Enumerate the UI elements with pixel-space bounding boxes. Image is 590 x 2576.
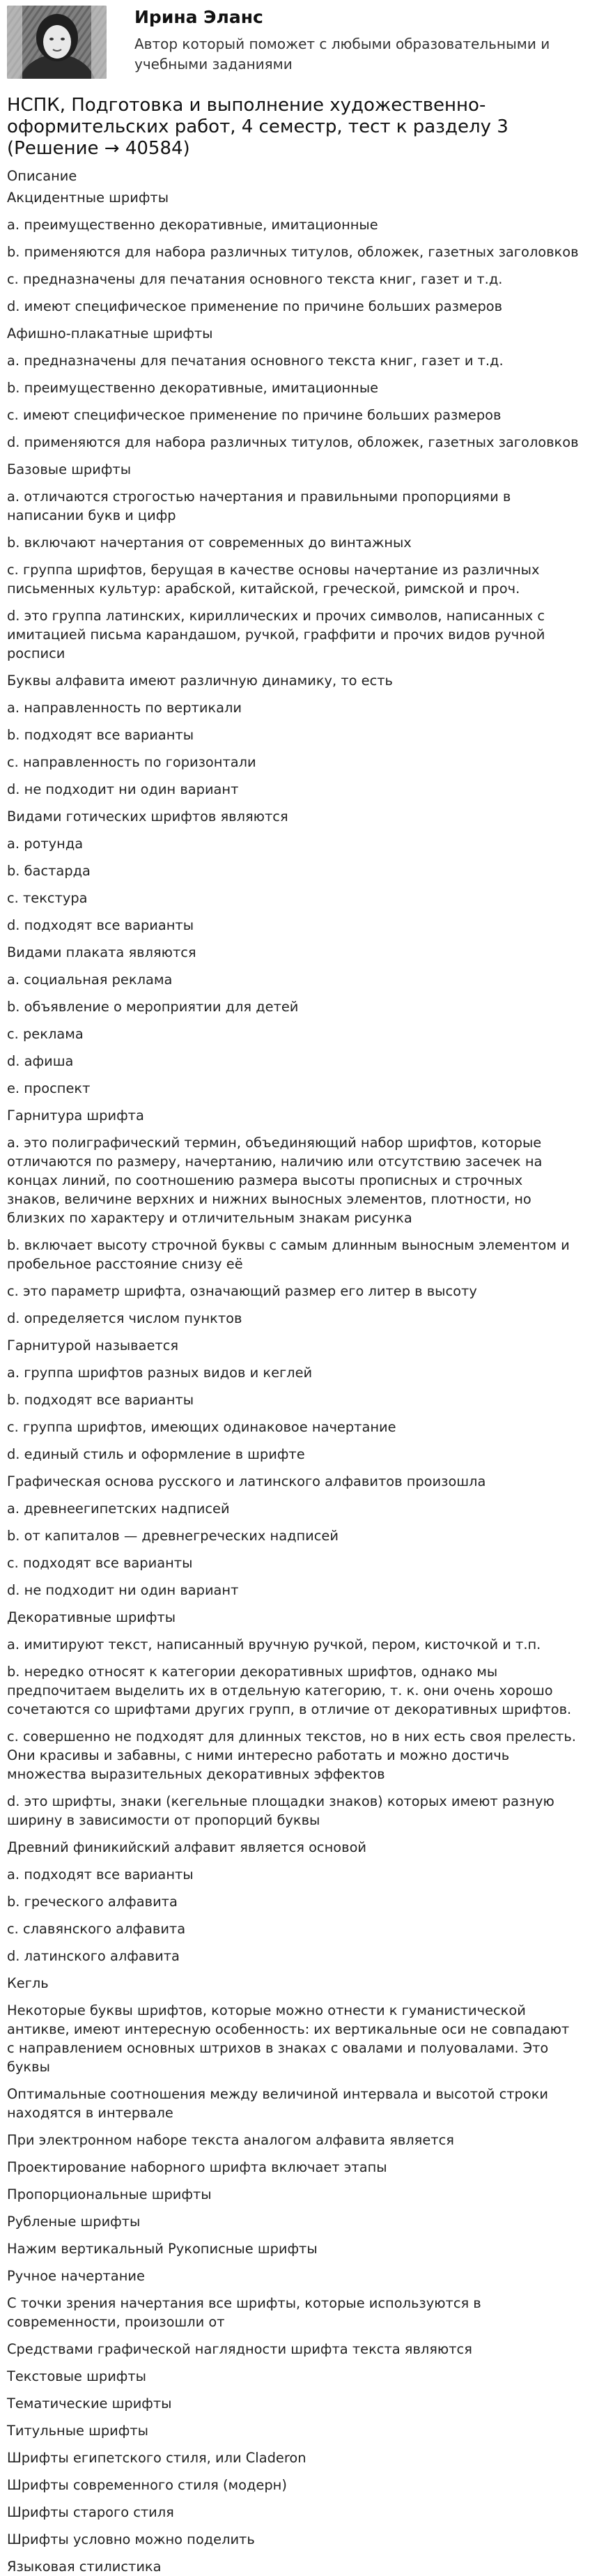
content-line: Проектирование наборного шрифта включает этапы: [7, 2159, 387, 2175]
content-line: Текстовые шрифты: [7, 2368, 146, 2384]
content-line: b. подходят все варианты: [7, 727, 194, 743]
content-line: c. реклама: [7, 1026, 84, 1042]
content-line: a. имитируют текст, написанный вручную ручкой, пером, кисточкой и т.п.: [7, 1636, 541, 1653]
content-line: Буквы алфавита имеют различную динамику, то есть: [7, 673, 393, 689]
content-line: e. проспект: [7, 1080, 91, 1096]
content-line: Титульные шрифты: [7, 2423, 148, 2439]
content-line: b. включают начертания от современных до винтажных: [7, 535, 412, 551]
content-line: Шрифты египетского стиля, или Claderon: [7, 2450, 306, 2466]
content-line: d. подходят все варианты: [7, 917, 194, 933]
content-line: Шрифты современного стиля (модерн): [7, 2477, 287, 2493]
content-line: c. совершенно не подходят для длинных текстов, но в них есть своя прелесть. Они красивы и забавны, с ними интересно работать и можно достичь множества выразительных декоративных эффектов: [7, 1728, 576, 1782]
content-line: Пропорциональные шрифты: [7, 2186, 212, 2202]
author-header: [7, 0, 579, 84]
author-description: Автор который поможет с любыми образовательными и учебными заданиями: [134, 36, 550, 72]
content-line: d. не подходит ни один вариант: [7, 781, 239, 797]
content-line: a. подходят все варианты: [7, 1866, 194, 1883]
content-line: d. имеют специфическое применение по причине больших размеров: [7, 298, 503, 314]
content-line: b. применяются для набора различных титулов, обложек, газетных заголовков: [7, 244, 579, 260]
content-line: Шрифты старого стиля: [7, 2504, 174, 2520]
content-line: При электронном наборе текста аналогом алфавита является: [7, 2132, 454, 2148]
content-line: c. предназначены для печатания основного текста книг, газет и т.д.: [7, 271, 503, 287]
content-line: c. имеют специфическое применение по причине больших размеров: [7, 407, 502, 423]
content-line: c. группа шрифтов, берущая в качестве основы начертание из различных письменных культур: арабской, китайской, греческой, римской и проч.: [7, 562, 540, 597]
content-line: a. группа шрифтов разных видов и кеглей: [7, 1365, 313, 1381]
content-line: Нажим вертикальный Рукописные шрифты: [7, 2241, 318, 2257]
content-line: d. единый стиль и оформление в шрифте: [7, 1446, 305, 1462]
content-line: Видами плаката являются: [7, 944, 196, 960]
content-line: Языковая стилистика: [7, 2559, 162, 2575]
content-line: c. направленность по горизонтали: [7, 754, 256, 770]
content-line: c. текстура: [7, 890, 88, 906]
content-line: Афишно-плакатные шрифты: [7, 325, 213, 342]
content-line: b. включает высоту строчной буквы с самым длинным выносным элементом и пробельное расстояние снизу её: [7, 1237, 570, 1272]
content-line: Графическая основа русского и латинского алфавитов произошла: [7, 1473, 486, 1489]
content-line: c. группа шрифтов, имеющих одинаковое начертание: [7, 1419, 396, 1435]
content-line: d. не подходит ни один вариант: [7, 1582, 239, 1598]
content-line: b. от капиталов — древнегреческих надписей: [7, 1528, 339, 1544]
content-line: d. это группа латинских, кириллических и прочих символов, написанных с имитацией письма карандашом, ручкой, граффити и прочих видов ручной росписи: [7, 608, 545, 661]
content-line: a. отличаются строгостью начертания и правильными пропорциями в написании букв и цифр: [7, 489, 511, 523]
page-title: НСПК, Подготовка и выполнение художественно-оформительских работ, 4 семестр, тест к разделу 3 (Решение → 40584): [7, 95, 509, 159]
content-line: Тематические шрифты: [7, 2395, 172, 2412]
content-line: b. преимущественно декоративные, имитационные: [7, 380, 379, 396]
content-line: Некоторые буквы шрифтов, которые можно отнести к гуманистической антикве, имеют интересную особенность: их вертикальные оси не совпадают с направлением основных штрихов в знаках с овалами и полуовалами. Это буквы: [7, 2002, 570, 2075]
content-line: a. это полиграфический термин, объединяющий набор шрифтов, которые отличаются по размеру, начертанию, наличию или отсутствию засечек на концах линий, по соотношению размера высоты прописных и строчных знаков, величине верхних и нижних выносных элементов, плотности, но близких по характеру и отличительным знакам рисунка: [7, 1135, 543, 1226]
content-line: Видами готических шрифтов являются: [7, 808, 288, 825]
content-line: a. предназначены для печатания основного текста книг, газет и т.д.: [7, 353, 504, 369]
author-info: [134, 6, 580, 75]
content-line: d. применяются для набора различных титулов, обложек, газетных заголовков: [7, 434, 579, 450]
content-line: b. нередко относят к категории декоративных шрифтов, однако мы предпочитаем выделить их в отдельную категорию, т. к. они очень хорошо сочетаются со шрифтами других групп, в отличие от декоративных шрифтов.: [7, 1664, 572, 1717]
content-line: Декоративные шрифты: [7, 1609, 176, 1625]
description-label: Описание: [7, 168, 77, 184]
content-line: С точки зрения начертания все шрифты, которые используются в современности, произошли от: [7, 2295, 481, 2330]
content-line: d. определяется числом пунктов: [7, 1310, 242, 1326]
test-content: [7, 188, 579, 2576]
content-line: d. афиша: [7, 1053, 74, 1069]
content-line: Древний финикийский алфавит является основой: [7, 1839, 367, 1855]
content-line: Средствами графической наглядности шрифта текста являются: [7, 2341, 472, 2357]
content-line: d. латинского алфавита: [7, 1948, 180, 1964]
content-line: Кегль: [7, 1975, 49, 1991]
content-line: a. преимущественно декоративные, имитационные: [7, 217, 378, 233]
content-line: b. подходят все варианты: [7, 1392, 194, 1408]
content-line: b. бастарда: [7, 863, 91, 879]
content-line: a. древнеегипетских надписей: [7, 1501, 230, 1517]
content-line: c. это параметр шрифта, означающий размер его литер в высоту: [7, 1283, 477, 1299]
content-line: Шрифты условно можно поделить: [7, 2531, 255, 2547]
content-line: Акцидентные шрифты: [7, 190, 169, 206]
content-line: Оптимальные соотношения между величиной интервала и высотой строки находятся в интервале: [7, 2086, 549, 2121]
author-avatar[interactable]: [7, 6, 107, 79]
content-line: Ручное начертание: [7, 2268, 145, 2284]
content-line: a. социальная реклама: [7, 972, 173, 988]
content-line: Гарнитурой называется: [7, 1337, 179, 1354]
content-line: Гарнитура шрифта: [7, 1107, 144, 1124]
content-line: a. направленность по вертикали: [7, 700, 242, 716]
content-line: d. это шрифты, знаки (кегельные площадки знаков) которых имеют разную ширину в зависимости от пропорций буквы: [7, 1793, 554, 1828]
author-name[interactable]: Ирина Эланс: [134, 7, 263, 27]
content-line: a. ротунда: [7, 836, 84, 852]
content-line: c. подходят все варианты: [7, 1555, 193, 1571]
content-line: Базовые шрифты: [7, 461, 132, 477]
content-line: Рубленые шрифты: [7, 2214, 141, 2230]
content-line: c. славянского алфавита: [7, 1921, 186, 1937]
content-line: b. объявление о мероприятии для детей: [7, 999, 299, 1015]
content-line: b. греческого алфавита: [7, 1894, 178, 1910]
